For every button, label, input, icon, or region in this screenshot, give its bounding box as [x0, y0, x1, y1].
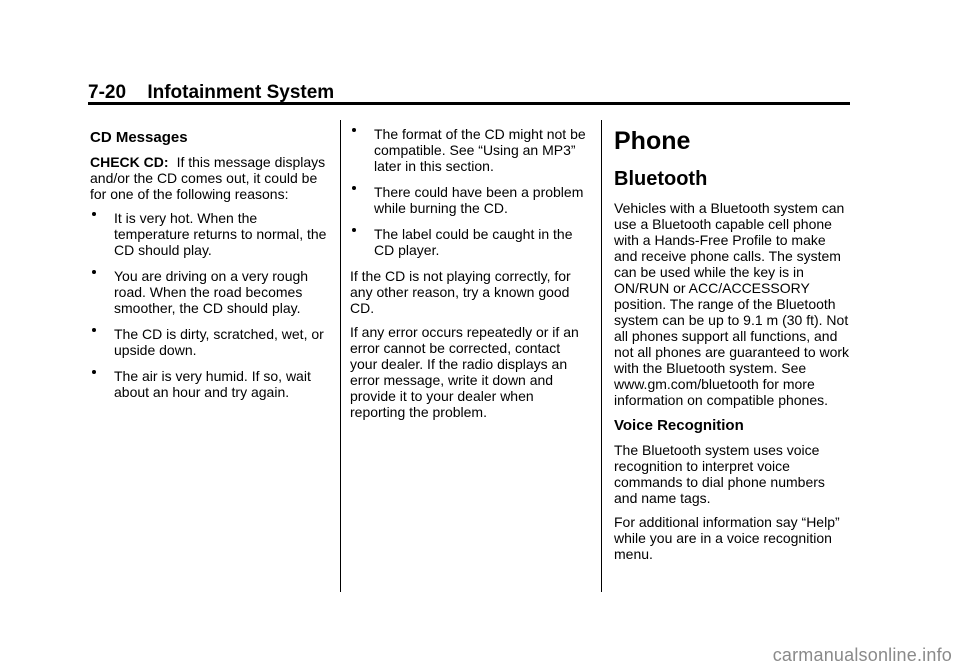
bullet-icon — [352, 186, 356, 190]
check-cd-text: If this message displays and/or the CD comes out, it could be for one of the following reasons: — [90, 154, 326, 202]
list-item — [90, 268, 336, 316]
right-column — [614, 126, 852, 570]
bullet-icon — [352, 228, 356, 232]
middle-column — [350, 126, 590, 428]
list-item-text: It is very hot. When the temperature returns to normal, the CD should play. — [114, 210, 327, 258]
error-paragraph: If any error occurs repeatedly or if an error cannot be corrected, contact your dealer. If the radio displays an error message, write it down and provide it to your dealer when reporting the problem. — [350, 324, 579, 420]
known-good-cd-paragraph: If the CD is not playing correctly, for any other reason, try a known good CD. — [350, 268, 571, 316]
voice-recognition-heading: Voice Recognition — [614, 417, 744, 434]
cd-format-list — [350, 126, 590, 258]
page-number: 7-20 — [88, 82, 127, 103]
list-item — [90, 210, 336, 258]
list-item — [90, 368, 336, 400]
list-item-text: The label could be caught in the CD player. — [374, 226, 573, 258]
column-divider-right — [601, 120, 602, 592]
list-item — [350, 226, 590, 258]
bullet-icon — [92, 370, 96, 374]
bullet-icon — [92, 270, 96, 274]
cd-reasons-list — [90, 210, 336, 400]
list-item-text: There could have been a problem while burning the CD. — [374, 184, 584, 216]
header-rule — [88, 102, 850, 105]
list-item-text: The format of the CD might not be compatible. See “Using an MP3” later in this section. — [374, 126, 586, 174]
bullet-icon — [92, 328, 96, 332]
bullet-icon — [352, 128, 356, 132]
phone-heading: Phone — [614, 127, 691, 155]
list-item — [90, 326, 336, 358]
watermark: carmanualsonline.info — [772, 645, 952, 665]
bluetooth-paragraph: Vehicles with a Bluetooth system can use a Bluetooth capable cell phone with a Hands-Free Profile to make and receive phone calls. The system can be used while the key is in ON/RUN or ACC/ACCESSORY position. The range of the Bluetooth system can be up to 9.1 m (30 ft). Not all phones support all functions, and not all phones are guaranteed to work with the Bluetooth system. See www.gm.com/bluetooth for more information on compatible phones. — [614, 200, 850, 408]
bullet-icon — [92, 212, 96, 216]
list-item-text: The air is very humid. If so, wait about an hour and try again. — [114, 368, 311, 400]
cd-messages-heading: CD Messages — [90, 129, 188, 146]
list-item-text: The CD is dirty, scratched, wet, or upside down. — [114, 326, 324, 358]
check-cd-label: CHECK CD: — [90, 154, 169, 170]
voice-recognition-paragraph: The Bluetooth system uses voice recognition to interpret voice commands to dial phone numbers and name tags. — [614, 442, 825, 506]
list-item — [350, 184, 590, 216]
list-item — [350, 126, 590, 174]
help-paragraph: For additional information say “Help” while you are in a voice recognition menu. — [614, 514, 840, 562]
section-title: Infotainment System — [147, 82, 335, 103]
left-column — [90, 128, 336, 410]
check-cd-paragraph — [90, 154, 336, 202]
list-item-text: You are driving on a very rough road. When the road becomes smoother, the CD should play. — [114, 268, 309, 316]
column-divider-left — [340, 120, 341, 592]
bluetooth-heading: Bluetooth — [614, 168, 708, 190]
